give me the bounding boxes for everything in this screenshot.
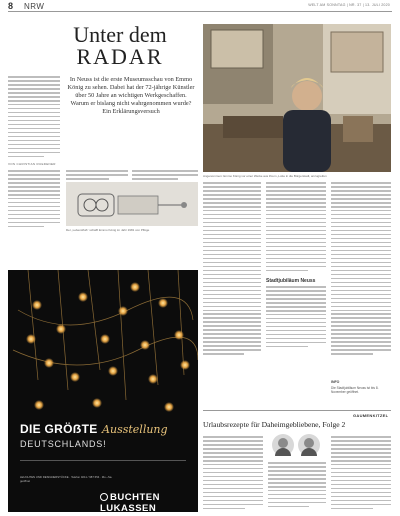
page-number: 8 [8,1,14,11]
headline-line-2: RADAR [76,44,164,69]
ad-brand [100,492,198,512]
ad-brand-prefix: BUCHTEN [110,492,160,503]
lamp-advertisement[interactable] [8,270,198,512]
portrait-photo [203,24,391,172]
portrait-caption: Angenommen: Emmo König vor einer Werke aus ihrem „Lotte in die Bürgerstadt, anzugreifen [203,174,327,178]
column-title: Urlaubsrezepte für Daheimgebliebene, Folge 2 [203,420,346,429]
body-column-center-2 [132,170,198,182]
artwork-photo [66,182,198,226]
headline-line-1: Unter dem [73,22,167,47]
page-meta: WELT AM SONNTAG | NR. 37 | 13. JULI 2020 [308,3,390,7]
ad-headline-line-2: DEUTSCHLANDS! [20,439,107,449]
body-column-left [8,76,60,158]
ad-address: LEUCHTEN UND DESIGNERSTÜCKE · Telefon 0211 / 987 654 · Mo.–Sa. geöffnet [20,475,113,483]
body-column-right-3 [331,182,391,360]
ad-brand-name: LUKASSEN [100,503,157,512]
teaser: In Neuss ist die erste Museumsschau von Emmo König zu sehen. Dabei hat der 72-jährige Künstler über 50 Jahre an wichtigen Werkgeschaffen. Warum er bislang nicht wahrgenommen wurde? Ein Erklärungsversuch [67,76,195,116]
body-column-right-2 [266,182,326,274]
ad-headline [20,420,190,449]
chef-portrait-2 [298,434,320,456]
headline [40,24,200,68]
sidebar-body [266,286,326,352]
ad-divider [20,460,186,461]
body-column-center [66,170,128,182]
body-column-right-1 [203,182,261,360]
portrait-scene [203,24,391,172]
artwork-illustration [66,182,198,226]
sidebar-info-label: INFO [331,380,340,384]
column-body-1 [203,436,263,512]
column-body-3 [331,436,391,512]
body-column-left-2 [8,170,60,232]
column-kicker: GAUMENKITZEL [353,413,389,418]
ad-brand-logo-icon [100,493,108,501]
ad-headline-line-1: DIE GRÖẞTE [20,422,98,436]
chef-portraits [268,434,326,458]
sidebar-info-text: Die Stadtjubiläum Neuss ist bis 8. November geöffnet. [331,386,379,395]
section-name: NRW [24,2,45,11]
ad-headline-script: Ausstellung [102,423,168,436]
author-line: VON CHRISTIAN RUEDENER [8,162,56,166]
column-rule [203,410,391,411]
column-body-2 [268,462,326,512]
artwork-caption: Der „Lebensfluß“ schafft Emmo König im Jahr 1981 von Pflüge [66,228,150,232]
chef-portrait-1 [272,434,294,456]
header-rule [8,11,392,12]
sidebar-title: Stadtjubiläum Neuss [266,278,316,284]
